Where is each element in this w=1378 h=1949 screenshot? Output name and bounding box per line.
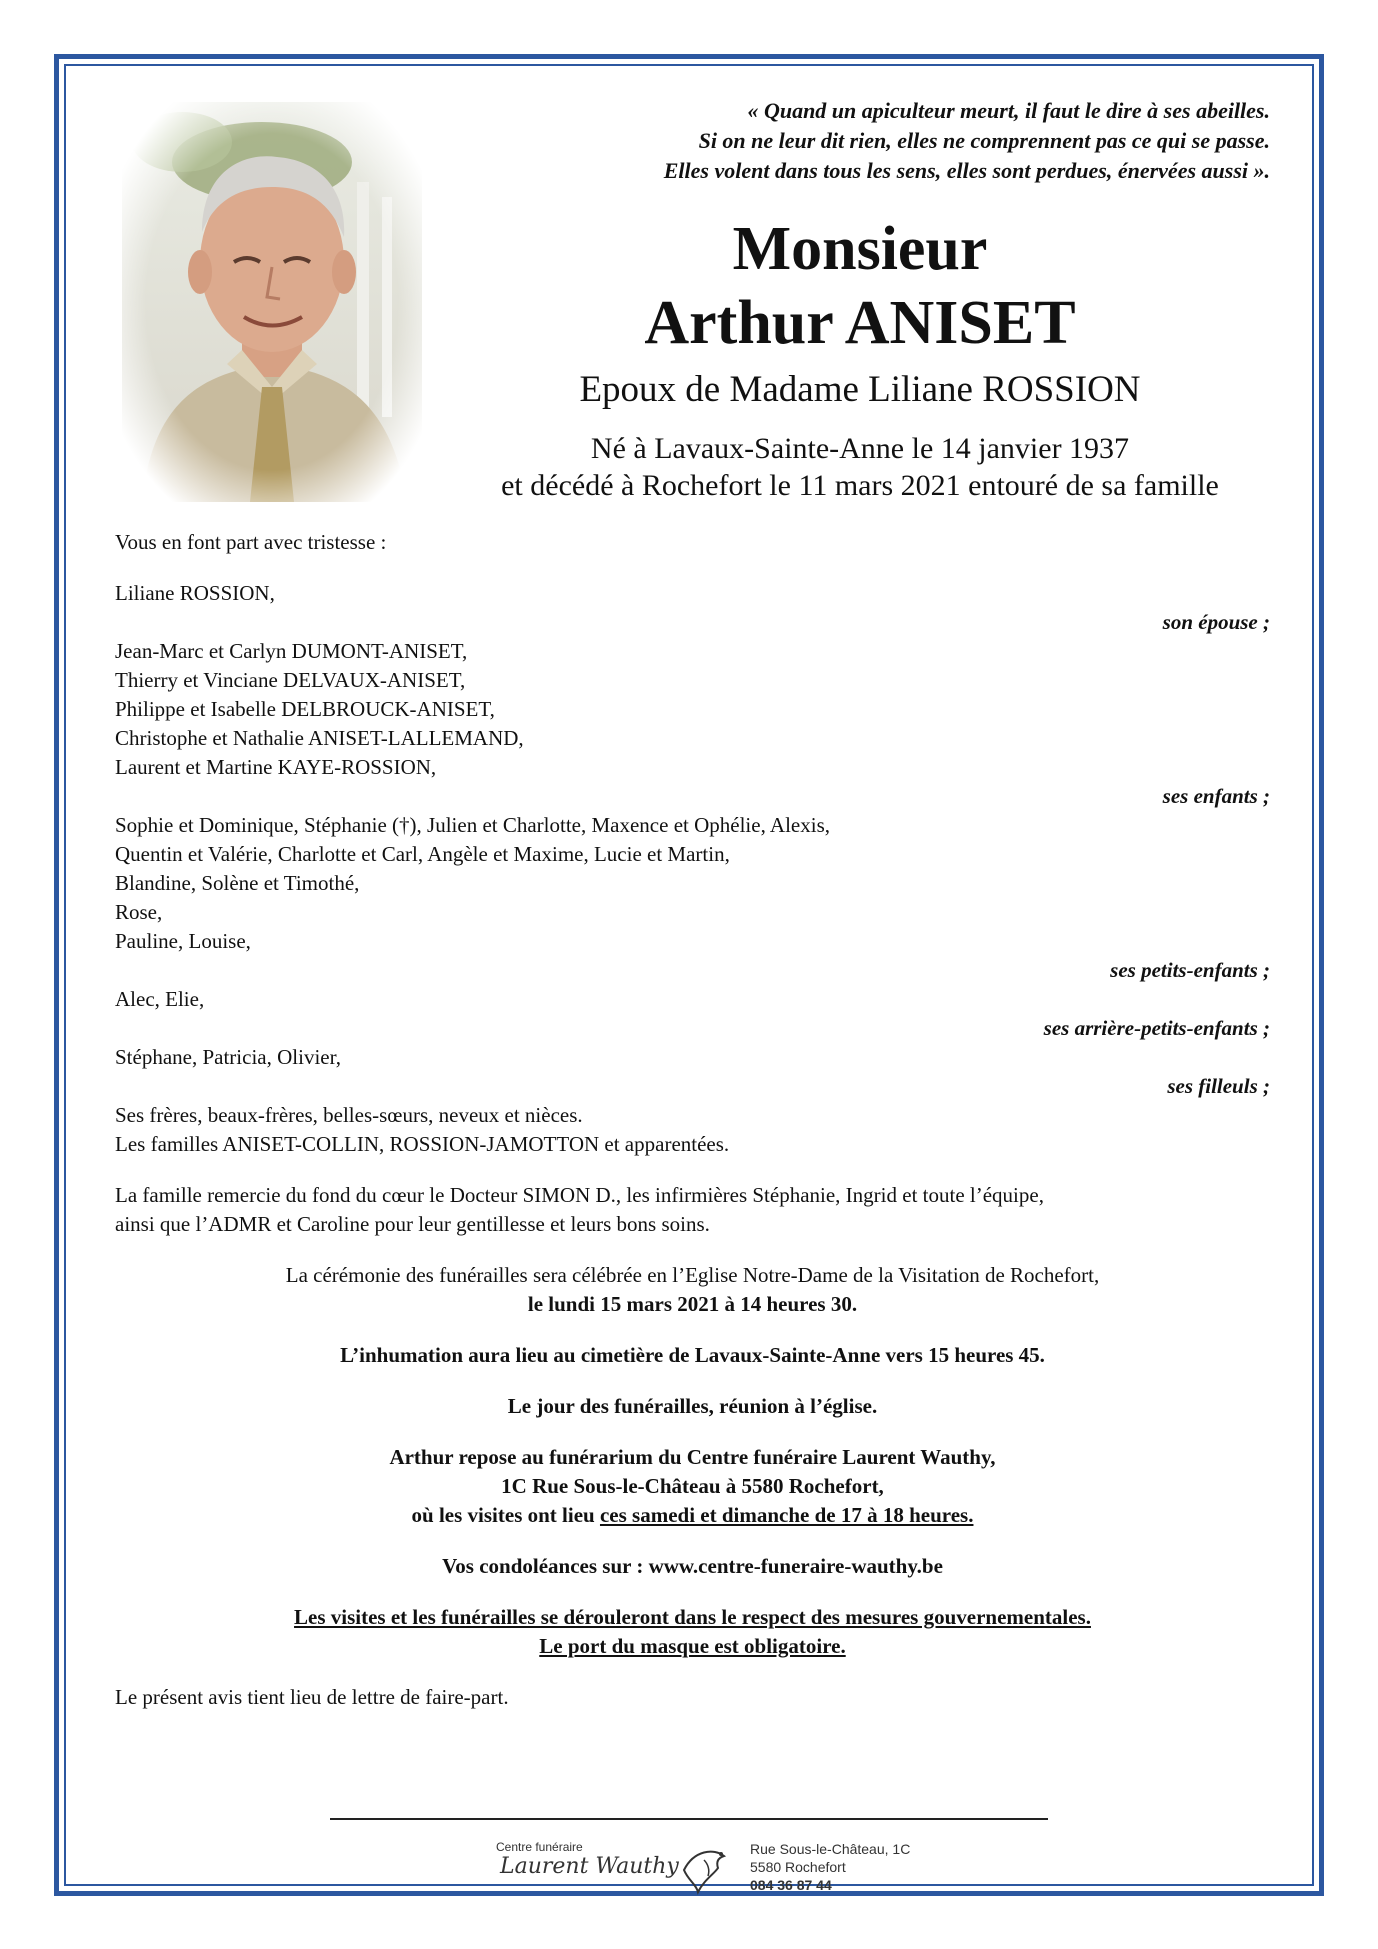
family-others [115, 1101, 1270, 1159]
family-line: Sophie et Dominique, Stéphanie (†), Julien et Charlotte, Maxence et Ophélie, Alexis, [115, 813, 830, 837]
quote-line: Elles volent dans tous les sens, elles sont perdues, énervées aussi ». [663, 158, 1270, 183]
family-role: son épouse ; [1162, 610, 1270, 634]
covid-notice [115, 1603, 1270, 1661]
thanks-line: La famille remercie du fond du cœur le Docteur SIMON D., les infirmières Stéphanie, Ingrid et toute l’équipe, [115, 1183, 1044, 1207]
family-line: Quentin et Valérie, Charlotte et Carl, Angèle et Maxime, Lucie et Martin, [115, 842, 730, 866]
family-line: Jean-Marc et Carlyn DUMONT-ANISET, [115, 639, 468, 663]
logo-wordmark: Laurent Wauthy [500, 1854, 679, 1879]
visits-prefix: où les visites ont lieu [411, 1503, 600, 1527]
covid-line: Les visites et les funérailles se dérouleront dans le respect des mesures gouvernementales. [294, 1605, 1091, 1629]
ceremony-line: La cérémonie des funérailles sera célébrée en l’Eglise Notre-Dame de la Visitation de Rochefort, [285, 1263, 1100, 1287]
family-line: Alec, Elie, [115, 987, 205, 1011]
notice-body [115, 528, 1270, 1712]
address-city: 5580 Rochefort [750, 1859, 846, 1875]
family-line: Liliane ROSSION, [115, 581, 275, 605]
family-great-grandchildren [115, 985, 1270, 1043]
family-role: ses petits-enfants ; [1110, 958, 1270, 982]
dove-logo-icon [674, 1840, 734, 1900]
quote-line: « Quand un apiculteur meurt, il faut le dire à ses abeilles. [747, 98, 1270, 123]
deceased-name: Arthur ANISET [644, 289, 1076, 357]
phone-number: 084 36 87 44 [750, 1877, 832, 1893]
mask-line: Le port du masque est obligatoire. [539, 1634, 846, 1658]
family-role: ses arrière-petits-enfants ; [1043, 1016, 1270, 1040]
quote [500, 96, 1270, 186]
thanks-line: ainsi que l’ADMR et Caroline pour leur gentillesse et leurs bons soins. [115, 1212, 710, 1236]
family-role: ses enfants ; [1162, 784, 1270, 808]
family-line: Ses frères, beaux-frères, belles-sœurs, neveux et nièces. [115, 1103, 583, 1127]
family-line: Blandine, Solène et Timothé, [115, 871, 360, 895]
family-godchildren [115, 1043, 1270, 1101]
deceased-header [420, 212, 1300, 504]
family-line: Stéphane, Patricia, Olivier, [115, 1045, 342, 1069]
thanks-paragraph [115, 1181, 1270, 1239]
honorific: Monsieur [732, 215, 988, 283]
family-grandchildren [115, 811, 1270, 985]
funerarium-paragraph [115, 1443, 1270, 1530]
spouse-line: Epoux de Madame Liliane ROSSION [579, 369, 1141, 410]
family-line: Les familles ANISET-COLLIN, ROSSION-JAMOTTON et apparentées. [115, 1132, 730, 1156]
burial-line: L’inhumation aura lieu au cimetière de Lavaux-Sainte-Anne vers 15 heures 45. [340, 1343, 1045, 1367]
portrait-photo [122, 102, 422, 502]
birth-line: Né à Lavaux-Sainte-Anne le 14 janvier 1937 [590, 432, 1130, 465]
family-role: ses filleuls ; [1167, 1074, 1270, 1098]
funeral-home-address [750, 1840, 910, 1894]
intro-text: Vous en font part avec tristesse : [115, 530, 387, 554]
family-line: Laurent et Martine KAYE-ROSSION, [115, 755, 437, 779]
meeting-line: Le jour des funérailles, réunion à l’église. [507, 1394, 878, 1418]
family-line: Pauline, Louise, [115, 929, 251, 953]
condolences-line: Vos condoléances sur : www.centre-funeraire-wauthy.be [442, 1554, 943, 1578]
family-line: Rose, [115, 900, 163, 924]
closing-line: Le présent avis tient lieu de lettre de faire-part. [115, 1685, 509, 1709]
visits-line [115, 1501, 1270, 1530]
family-line: Philippe et Isabelle DELBROUCK-ANISET, [115, 697, 495, 721]
family-children [115, 637, 1270, 811]
funerarium-line: Arthur repose au funérarium du Centre funéraire Laurent Wauthy, [389, 1445, 996, 1469]
funeral-home-footer [496, 1840, 956, 1910]
logo-caption: Centre funéraire [496, 1840, 583, 1854]
visits-times: ces samedi et dimanche de 17 à 18 heures. [599, 1503, 974, 1527]
family-line: Thierry et Vinciane DELVAUX-ANISET, [115, 668, 466, 692]
portrait-illustration [122, 102, 422, 502]
funerarium-address: 1C Rue Sous-le-Château à 5580 Rochefort, [501, 1474, 884, 1498]
divider-line [330, 1818, 1048, 1820]
family-spouse [115, 579, 1270, 637]
ceremony-date: le lundi 15 mars 2021 à 14 heures 30. [527, 1292, 858, 1316]
death-line: et décédé à Rochefort le 11 mars 2021 entouré de sa famille [501, 469, 1219, 502]
quote-line: Si on ne leur dit rien, elles ne comprennent pas ce qui se passe. [698, 128, 1270, 153]
address-line: Rue Sous-le-Château, 1C [750, 1841, 911, 1857]
ceremony-paragraph [115, 1261, 1270, 1319]
family-line: Christophe et Nathalie ANISET-LALLEMAND, [115, 726, 524, 750]
